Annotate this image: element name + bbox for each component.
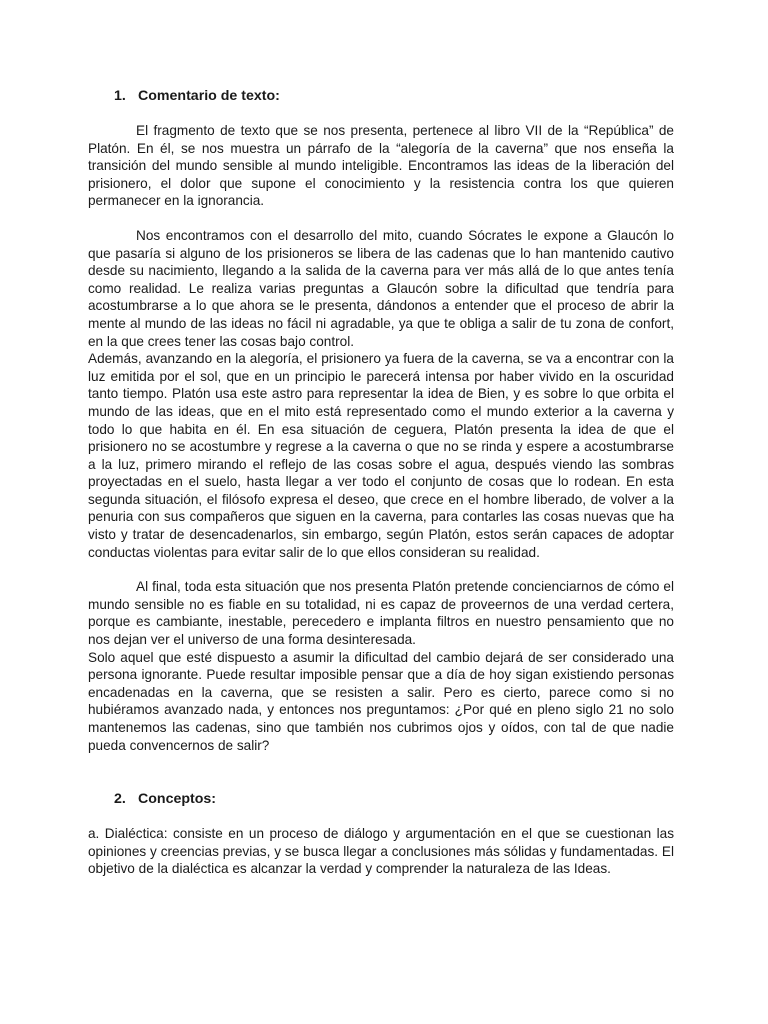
section-heading-conceptos bbox=[88, 789, 674, 809]
section-title: Comentario de texto: bbox=[138, 88, 280, 104]
paragraph-conclusion: Solo aquel que esté dispuesto a asumir la dificultad del cambio dejará de ser considerado una persona ignorante. Puede resultar imposible pensar que a día de hoy sigan existiendo personas encadenadas en la caverna, que se resisten a salir. Pero es cierto, parece como si no hubiéramos avanzado nada, y entonces nos preguntamos: ¿Por qué en pleno siglo 21 no solo mantenemos las cadenas, sino que también nos cubrimos ojos y oídos, con tal de que nadie pueda convencernos de salir? bbox=[88, 649, 674, 753]
document-page bbox=[88, 86, 674, 878]
paragraph-alegoria: Además, avanzando en la alegoría, el prisionero ya fuera de la caverna, se va a encontrar con la luz emitida por el sol, que en un principio le parecerá intensa por haber vivido en la oscuridad tanto tiempo. Platón usa este astro para representar la idea de Bien, y es sobre lo que orbita el mundo de las ideas, que en el mito está representado como el mundo exterior a la caverna y todo lo que habita en él. En esa situación de ceguera, Platón presenta la idea de que el prisionero no se acostumbre y regrese a la caverna o que no se rinda y espere a acostumbrarse a la luz, primero mirando el reflejo de las cosas sobre el agua, después viendo las sombras proyectadas en el suelo, hasta llegar a ver todo el conjunto de cosas que lo rodean. En esta segunda situación, el filósofo expresa el deseo, que crece en el hombre liberado, de volver a la penuria con sus compañeros que siguen en la caverna, para contarles las cosas nuevas que ha visto y tratar de desencadenarlos, sin embargo, según Platón, estos serán capaces de adoptar conductas violentas para evitar salir de lo que ellos consideran su realidad. bbox=[88, 351, 674, 560]
section-heading-comentario bbox=[88, 86, 674, 106]
section-number: 2. bbox=[114, 791, 126, 808]
paragraph-intro: El fragmento de texto que se nos presenta, pertenece al libro VII de la “República” de Platón. En él, se nos muestra un párrafo de la “alegoría de la caverna” que nos enseña la transición del mundo sensible al mundo inteligible. Encontramos las ideas de la liberación del prisionero, el dolor que supone el conocimiento y la resistencia contra los que quieren permanecer en la ignorancia. bbox=[88, 123, 674, 209]
paragraph-dialectica: a. Dialéctica: consiste en un proceso de diálogo y argumentación en el que se cuestionan las opiniones y creencias previas, y se busca llegar a conclusiones más sólidas y fundamentadas. El objetivo de la dialéctica es alcanzar la verdad y comprender la naturaleza de las Ideas. bbox=[88, 826, 674, 877]
section-number: 1. bbox=[114, 88, 126, 104]
section-title: Conceptos: bbox=[138, 791, 217, 808]
paragraph-final: Al final, toda esta situación que nos presenta Platón pretende concienciarnos de cómo el mundo sensible no es fiable en su totalidad, ni es capaz de proveernos de una verdad certera, porque es cambiante, inestable, perecedero e implanta filtros en nuestro pensamiento que no nos dejan ver el universo de una forma desinteresada. bbox=[88, 579, 674, 648]
paragraph-desarrollo: Nos encontramos con el desarrollo del mito, cuando Sócrates le expone a Glaucón lo que pasaría si alguno de los prisioneros se libera de las cadenas que lo han mantenido cautivo desde su nacimiento, llegando a la salida de la caverna para ver más allá de lo que antes tenía como realidad. Le realiza varias preguntas a Glaucón sobre la dificultad que tendría para acostumbrarse a lo que ahora se le presenta, dándonos a entender que el proceso de abrir la mente al mundo de las ideas no fácil ni agradable, ya que te obliga a salir de tu zona de confort, en la que crees tener las cosas bajo control. bbox=[88, 227, 674, 349]
